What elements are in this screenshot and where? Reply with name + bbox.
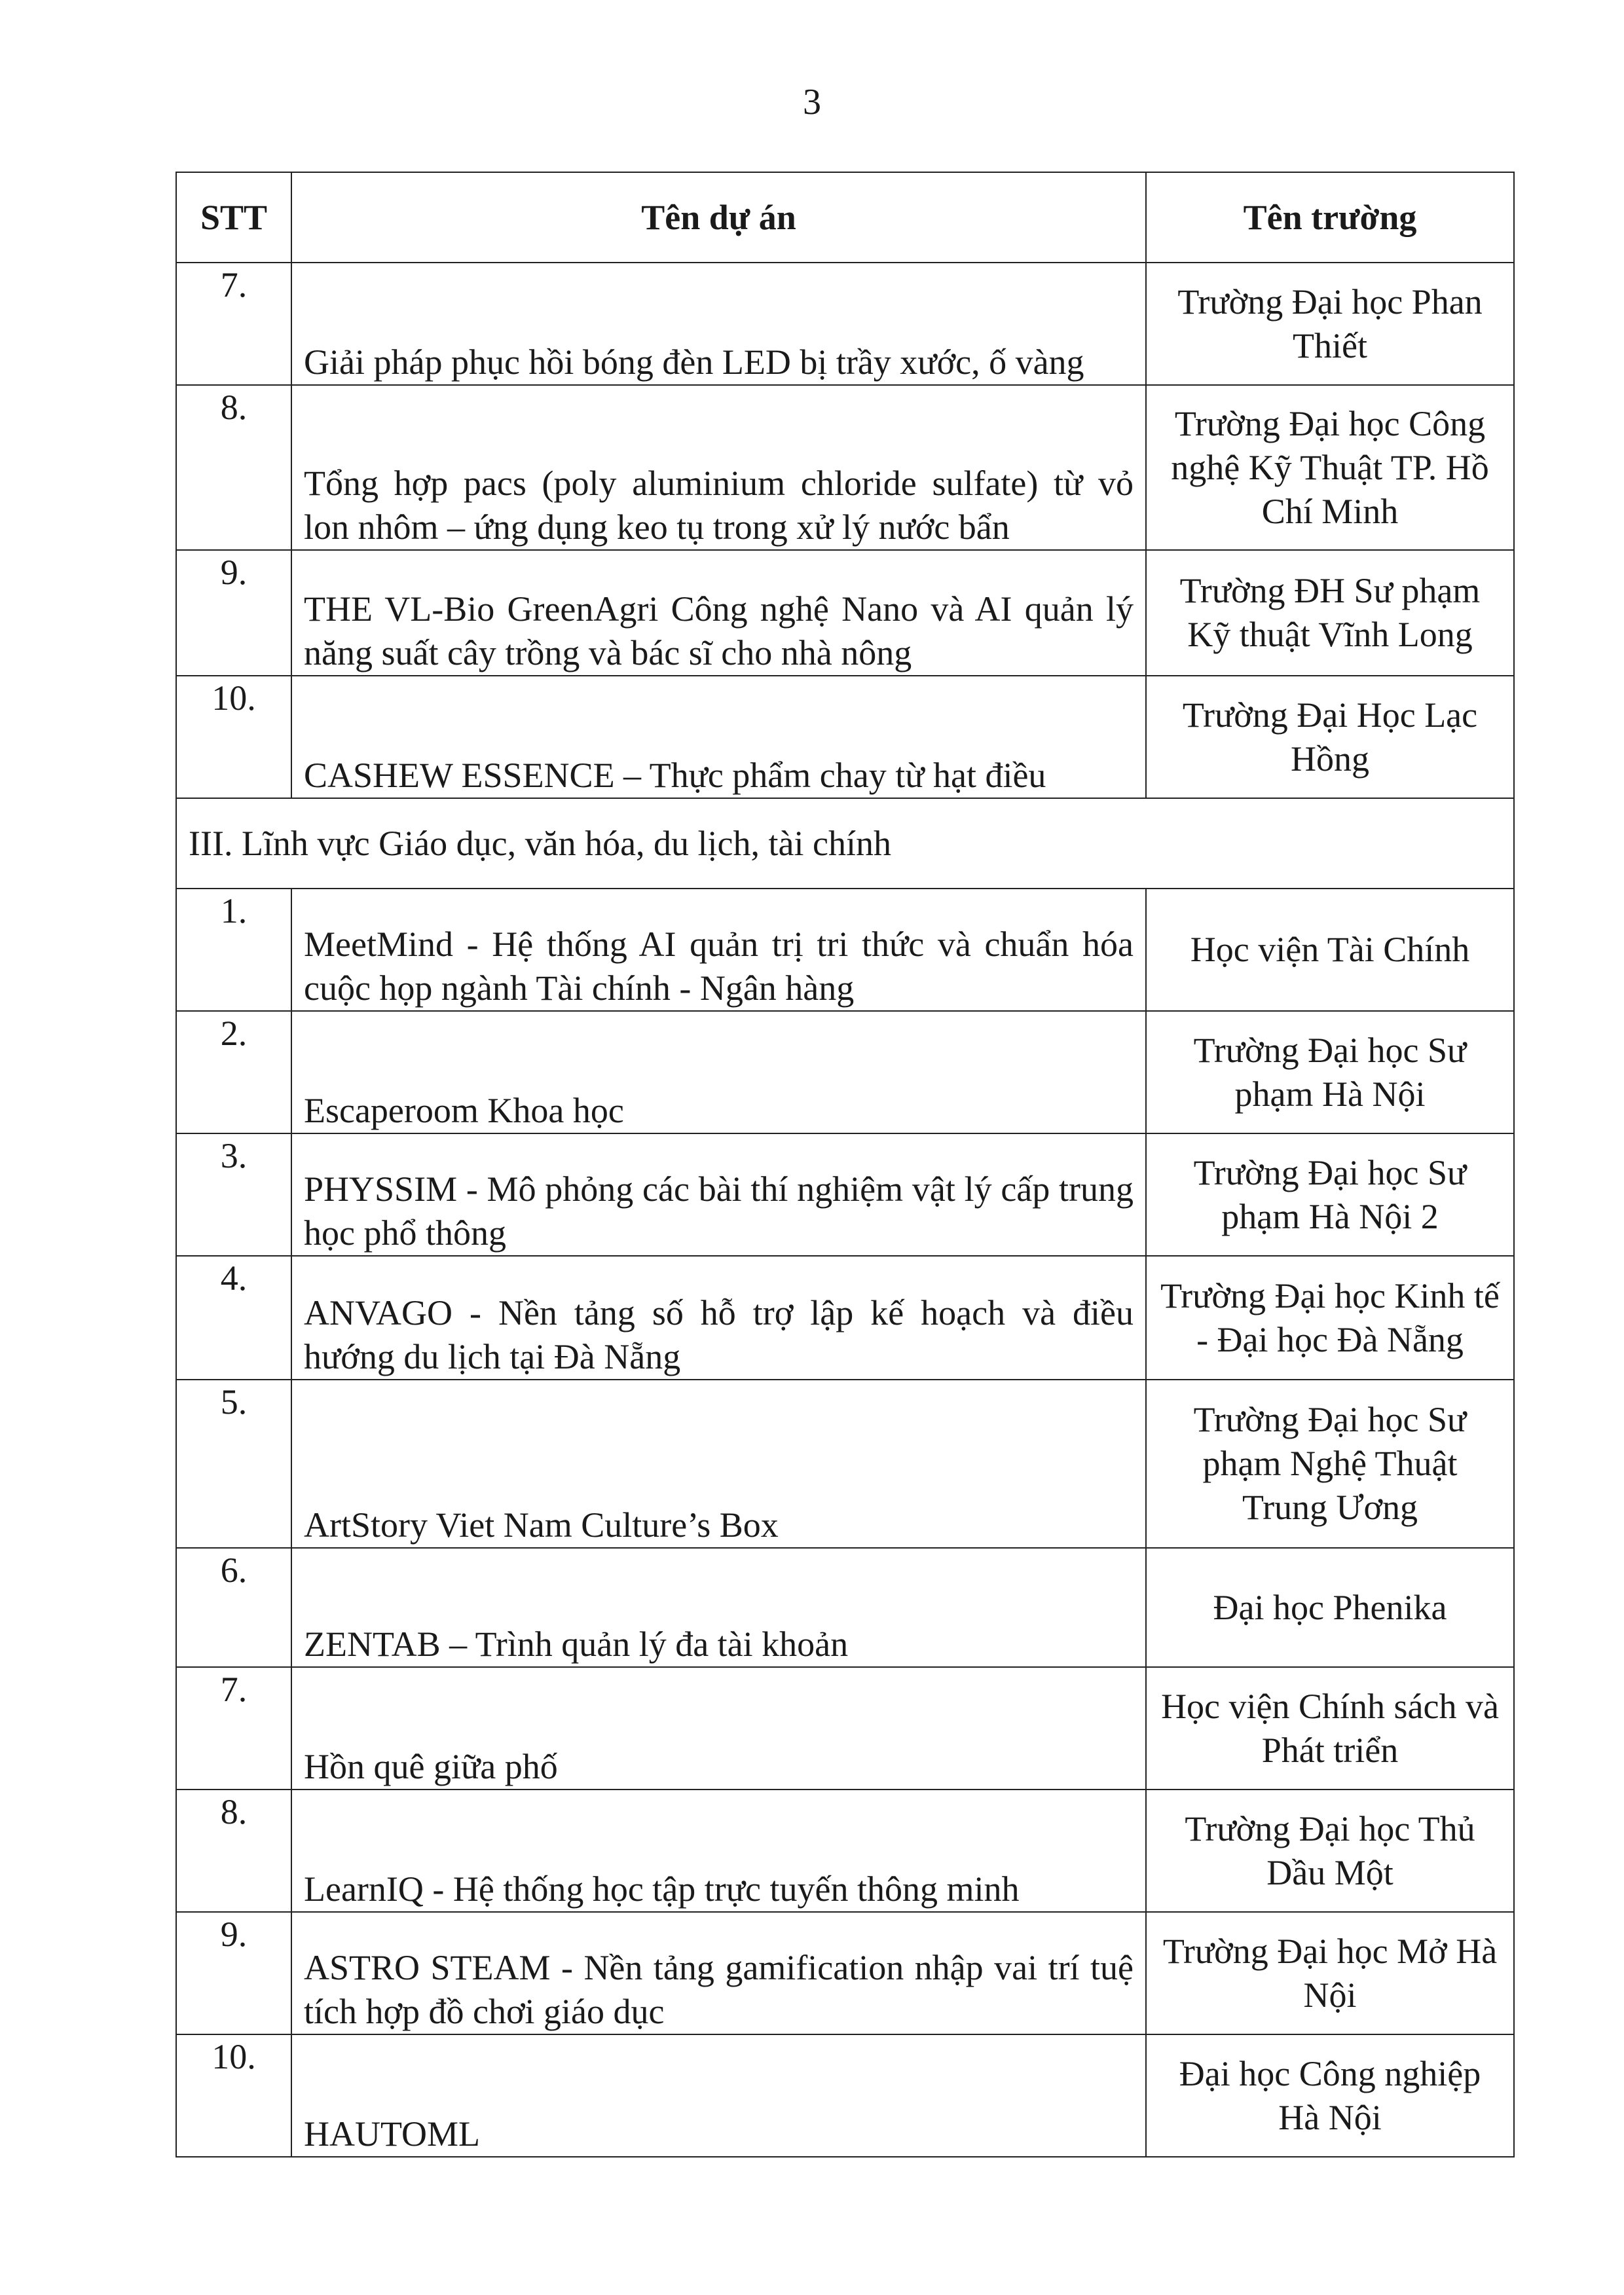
row-school-name: Trường Đại Học Lạc Hồng [1146,676,1514,798]
row-project-name: Tổng hợp pacs (poly aluminium chloride sulfate) từ vỏ lon nhôm – ứng dụng keo tụ trong xử lý nước bẩn [291,385,1146,550]
row-school-name: Trường Đại học Phan Thiết [1146,263,1514,385]
row-stt: 2. [176,1011,291,1133]
row-project-name: LearnIQ - Hệ thống học tập trực tuyến thông minh [291,1790,1146,1912]
header-stt: STT [176,172,291,263]
row-stt: 8. [176,1790,291,1912]
row-project-name: MeetMind - Hệ thống AI quản trị tri thức và chuẩn hóa cuộc họp ngành Tài chính - Ngân hàng [291,889,1146,1011]
row-school-name: Đại học Công nghiệp Hà Nội [1146,2034,1514,2157]
row-stt: 1. [176,889,291,1011]
row-stt: 7. [176,263,291,385]
table-row [176,1667,1514,1790]
row-project-name: ASTRO STEAM - Nền tảng gamification nhập vai trí tuệ tích hợp đồ chơi giáo dục [291,1912,1146,2034]
section-row [176,798,1514,889]
table-row [176,2034,1514,2157]
row-school-name: Trường ĐH Sư phạm Kỹ thuật Vĩnh Long [1146,550,1514,676]
table-row [176,385,1514,550]
row-stt: 6. [176,1548,291,1667]
table-row [176,889,1514,1011]
row-school-name: Đại học Phenika [1146,1548,1514,1667]
table-row [176,1380,1514,1548]
row-school-name: Trường Đại học Mở Hà Nội [1146,1912,1514,2034]
row-project-name: ArtStory Viet Nam Culture’s Box [291,1380,1146,1548]
table-row [176,1912,1514,2034]
row-project-name: ANVAGO - Nền tảng số hỗ trợ lập kế hoạch và điều hướng du lịch tại Đà Nẵng [291,1256,1146,1380]
row-school-name: Trường Đại học Sư phạm Hà Nội [1146,1011,1514,1133]
row-stt: 5. [176,1380,291,1548]
row-stt: 9. [176,550,291,676]
table-row [176,1133,1514,1256]
row-project-name: CASHEW ESSENCE – Thực phẩm chay từ hạt điều [291,676,1146,798]
table-row [176,1548,1514,1667]
row-school-name: Trường Đại học Kinh tế - Đại học Đà Nẵng [1146,1256,1514,1380]
row-school-name: Trường Đại học Sư phạm Nghệ Thuật Trung Ương [1146,1380,1514,1548]
row-project-name: Giải pháp phục hồi bóng đèn LED bị trầy xước, ố vàng [291,263,1146,385]
header-school-name: Tên trường [1146,172,1514,263]
row-stt: 9. [176,1912,291,2034]
table-header-row [176,172,1514,263]
table-row [176,1011,1514,1133]
row-project-name: ZENTAB – Trình quản lý đa tài khoản [291,1548,1146,1667]
row-school-name: Trường Đại học Thủ Dầu Một [1146,1790,1514,1912]
row-stt: 7. [176,1667,291,1790]
row-stt: 10. [176,2034,291,2157]
table-row [176,1790,1514,1912]
row-project-name: Hồn quê giữa phố [291,1667,1146,1790]
projects-table [175,172,1515,2157]
row-school-name: Trường Đại học Công nghệ Kỹ Thuật TP. Hồ Chí Minh [1146,385,1514,550]
row-stt: 4. [176,1256,291,1380]
table-row [176,263,1514,385]
row-project-name: Escaperoom Khoa học [291,1011,1146,1133]
row-school-name: Trường Đại học Sư phạm Hà Nội 2 [1146,1133,1514,1256]
table-row [176,676,1514,798]
row-school-name: Học viện Chính sách và Phát triển [1146,1667,1514,1790]
section-title: III. Lĩnh vực Giáo dục, văn hóa, du lịch, tài chính [176,798,1514,889]
page-number: 3 [803,82,821,122]
row-stt: 10. [176,676,291,798]
row-project-name: HAUTOML [291,2034,1146,2157]
row-stt: 8. [176,385,291,550]
table-row [176,1256,1514,1380]
row-project-name: THE VL-Bio GreenAgri Công nghệ Nano và AI quản lý năng suất cây trồng và bác sĩ cho nhà nông [291,550,1146,676]
row-school-name: Học viện Tài Chính [1146,889,1514,1011]
header-project-name: Tên dự án [291,172,1146,263]
row-project-name: PHYSSIM - Mô phỏng các bài thí nghiệm vật lý cấp trung học phổ thông [291,1133,1146,1256]
table-row [176,550,1514,676]
row-stt: 3. [176,1133,291,1256]
